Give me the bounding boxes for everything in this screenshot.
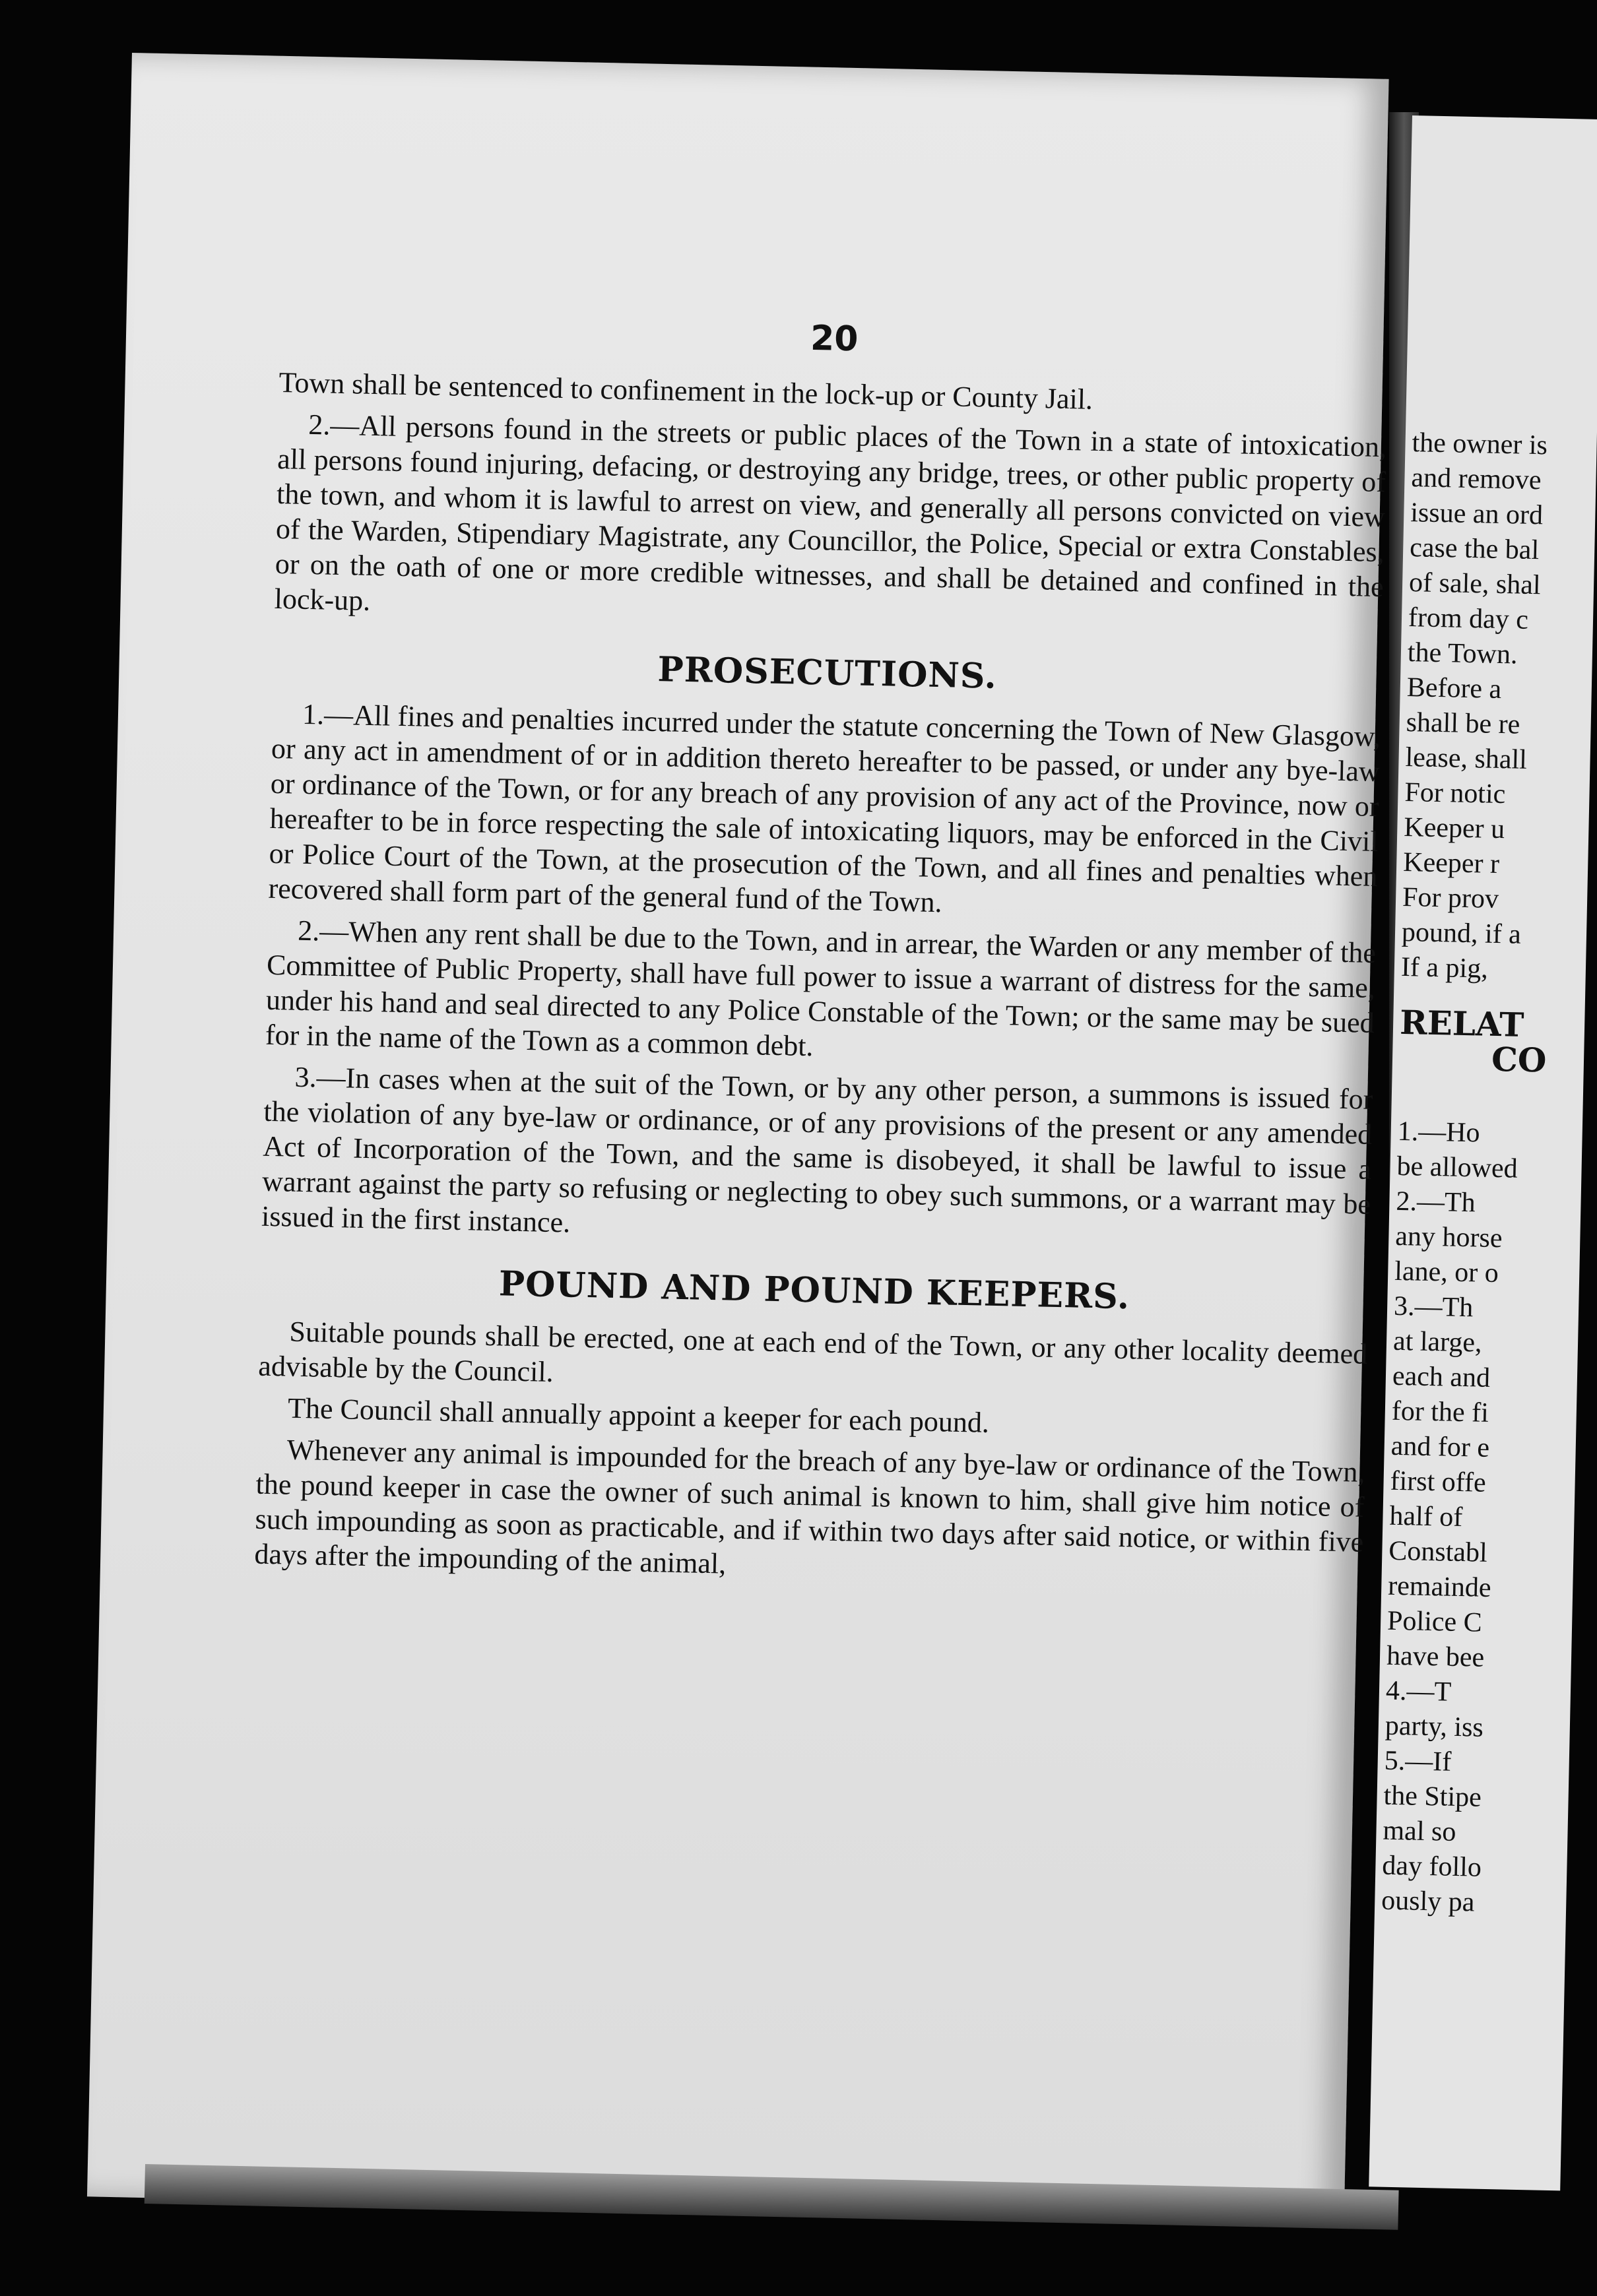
right-line: the owner is — [1412, 428, 1548, 461]
right-line: from day c — [1408, 602, 1529, 635]
right-line: of sale, shal — [1408, 567, 1542, 601]
right-line: have bee — [1386, 1640, 1485, 1673]
right-line: any horse — [1394, 1221, 1503, 1254]
prosecutions-clause-2: 2.—When any rent shall be due to the Town, and in arrear, the Warden or any member of the Committee of Public Property, shall have full power to issue a warrant of distress for the same, under his hand and seal directed to any Police Constable of the Town; or the same may be sued for in the name of the Town as a common debt. — [265, 914, 1377, 1063]
right-line: Keeper r — [1402, 846, 1500, 880]
right-heading-2: CO — [1491, 1039, 1548, 1080]
right-line: remainde — [1387, 1570, 1492, 1603]
right-line: party, iss — [1385, 1710, 1484, 1743]
prosecutions-clause-1: 1.—All fines and penalties incurred under the statute concerning the Town of New Glasgow, or any act in amendment of or in addition thereto hereafter to be passed, or under any bye-law or ordinance of the Town, or for any breach of any provision of any act of the Province, now or hereafter to be in force respecting the sale of intoxicating liquors, may be enforced in the Civil or Police Court of the Town, at the prosecution of the Town, and all fines and penalties when recovered shall form part of the general fund of the Town. — [268, 697, 1381, 919]
right-line: lane, or o — [1394, 1256, 1499, 1289]
right-line: each and — [1392, 1360, 1491, 1393]
right-line: be allowed — [1396, 1151, 1518, 1184]
pound-keepers-heading: POUND AND POUND KEEPERS. — [498, 1263, 1130, 1318]
right-line: at large, — [1392, 1325, 1483, 1358]
right-line: and remove — [1411, 462, 1542, 496]
right-line: pound, if a — [1401, 916, 1522, 950]
right-line: 3.—Th — [1393, 1291, 1474, 1323]
right-line: lease, shall — [1405, 742, 1528, 775]
right-line: for the fi — [1391, 1395, 1489, 1428]
right-line: case the bal — [1409, 532, 1540, 566]
right-line: day follo — [1381, 1850, 1482, 1883]
right-heading-1: RELAT — [1399, 1002, 1524, 1044]
right-line: Constabl — [1388, 1535, 1488, 1568]
pound-paragraph-2: The Council shall annually appoint a keeper for each pound. — [287, 1391, 990, 1439]
right-line: 1.—Ho — [1397, 1116, 1481, 1149]
right-line: the Town. — [1407, 637, 1518, 670]
right-line: ously pa — [1381, 1885, 1475, 1918]
opening-paragraph: Town shall be sentenced to confinement in the lock-up or County Jail. — [278, 366, 1093, 416]
left-page-text — [254, 310, 1389, 1601]
right-line: half of — [1389, 1500, 1463, 1533]
right-line: 4.—T — [1385, 1675, 1452, 1707]
prosecutions-heading: PROSECUTIONS. — [657, 649, 998, 697]
right-line: Keeper u — [1403, 812, 1505, 845]
right-line: For prov — [1402, 881, 1499, 914]
pound-paragraph-3: Whenever any animal is impounded for the breach of any bye-law or ordinance of the Town, the pound keeper in case the owner of such animal is known to him, shall give him notice of such impounding as soon as practicable, and if within two days after said notice, or within five days after the impounding of the animal, — [253, 1433, 1365, 1580]
right-line: shall be re — [1406, 707, 1520, 740]
prosecutions-clause-3: 3.—In cases when at the suit of the Town, or by any other person, a summons is issued for the violation of any bye-law or ordinance, or of any provisions of the present or any amended Act of Incorporation of the Town, and the same is disobeyed, it shall be lawful to issue a warrant against the party so refusing or neglecting to obey such summons, or a warrant may be issued in the first instance. — [261, 1060, 1373, 1239]
right-line: 5.—If — [1384, 1745, 1452, 1777]
right-line: first offe — [1390, 1465, 1487, 1498]
pound-paragraph-1: Suitable pounds shall be erected, one at each end of the Town, or any other locality deemed advisable by the Council. — [257, 1315, 1368, 1389]
clause-2-paragraph: 2.—All persons found in the streets or public places of the Town in a state of intoxication, all persons found injuring, defacing, or destroying any bridge, trees, or other public property of the town, and whom it is lawful to arrest on view, and generally all persons convicted on view of the Warden, Stipendiary Magistrate, any Councillor, the Police, Special or extra Constables, or on the oath of one or more credible witnesses, and shall be detained and confined in the lock-up. — [274, 408, 1387, 617]
right-page-text — [1381, 426, 1597, 1923]
right-line: and for e — [1390, 1430, 1490, 1463]
right-line: the Stipe — [1383, 1780, 1482, 1813]
right-line: For notic — [1404, 777, 1506, 810]
page-number: 20 — [810, 318, 859, 360]
right-line: If a pig, — [1400, 951, 1489, 984]
right-line: Police C — [1386, 1605, 1483, 1638]
right-line: issue an ord — [1410, 497, 1544, 531]
right-line: 2.—Th — [1396, 1186, 1476, 1219]
right-line: Before a — [1406, 672, 1502, 705]
right-line: mal so — [1383, 1815, 1456, 1847]
